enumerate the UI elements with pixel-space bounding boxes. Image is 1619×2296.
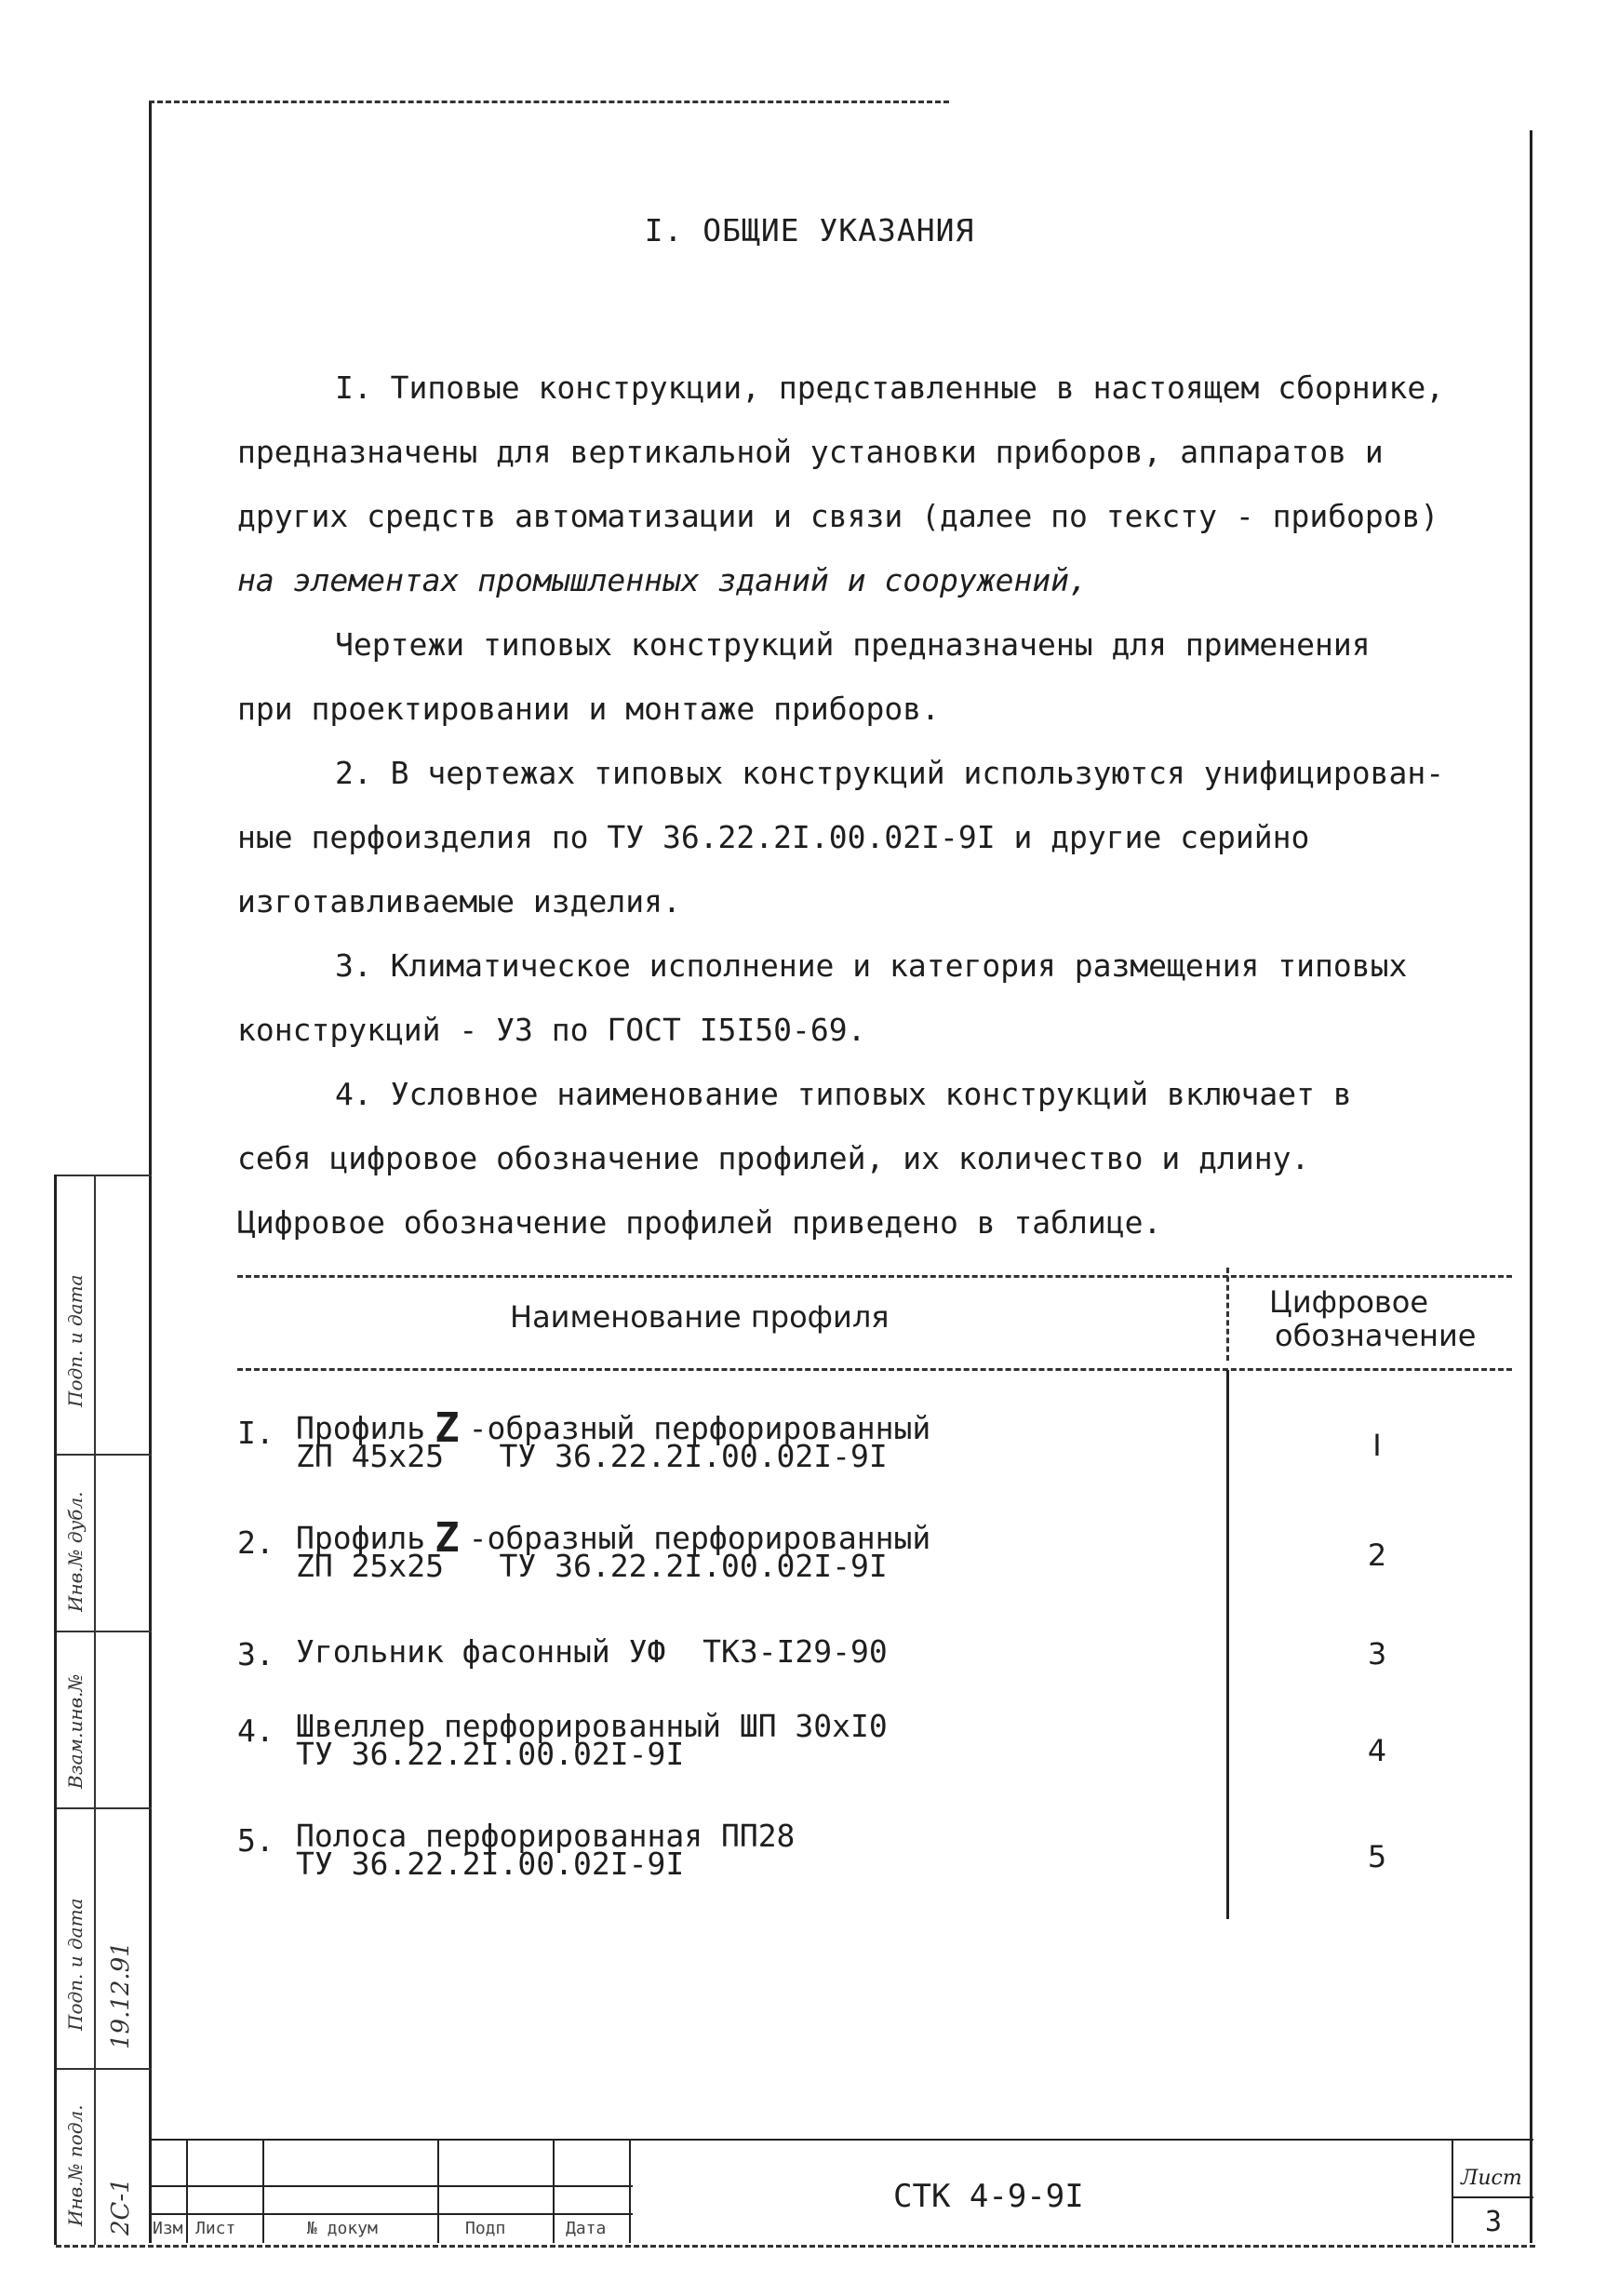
stamp-separator bbox=[57, 1631, 152, 1632]
paragraph-5-line-2: себя цифровое обозначение профилей, их количество и длину. bbox=[237, 1140, 1310, 1176]
row-code: I bbox=[1372, 1428, 1382, 1463]
row-name-line-2: ZП 25x25 ТУ 36.22.2I.00.02I-9I bbox=[296, 1548, 888, 1584]
stamp-label-replace-inv: Взам.инв.№ bbox=[64, 1673, 87, 1789]
row-number: 2. bbox=[237, 1524, 274, 1561]
label-doc-number: № докум bbox=[307, 2219, 378, 2238]
table-top-rule bbox=[237, 1275, 1512, 1278]
row-number: I. bbox=[237, 1415, 274, 1451]
paragraph-1-line-2: предназначены для вертикальной установки приборов, аппаратов и bbox=[237, 434, 1384, 470]
title-block-row-line bbox=[149, 2185, 633, 2187]
title-block-col-line bbox=[1452, 2139, 1453, 2243]
frame-top-line bbox=[149, 101, 949, 103]
paragraph-3-line-2: ные перфоизделия по ТУ 36.22.2I.00.02I-9I и другие серийно bbox=[237, 819, 1310, 855]
table-header-divider bbox=[1226, 1268, 1229, 1361]
title-block-col-line bbox=[262, 2139, 264, 2243]
header-profile-name: Наименование профиля bbox=[510, 1299, 890, 1335]
header-code-line-1: Цифровое bbox=[1269, 1284, 1429, 1320]
side-stamp bbox=[54, 1175, 152, 2245]
title-block-col-line bbox=[437, 2139, 439, 2243]
row-name-line-2: ТУ 36.22.2I.00.02I-9I bbox=[296, 1846, 685, 1882]
row-name-line-1: Угольник фасонный УФ ТКЗ-I29-90 bbox=[296, 1633, 888, 1670]
frame-bottom-line bbox=[56, 2245, 1535, 2248]
label-date: Дата bbox=[566, 2219, 607, 2238]
row-name-line-2: ZП 45x25 ТУ 36.22.2I.00.02I-9I bbox=[296, 1438, 888, 1474]
row-number: 3. bbox=[237, 1636, 274, 1672]
paragraph-1-line-3: других средств автоматизации и связи (далее по тексту - приборов) bbox=[237, 498, 1439, 534]
paragraph-1-line-1: I. Типовые конструкции, представленные в настоящем сборнике, bbox=[335, 369, 1445, 406]
paragraph-3-line-3: изготавливаемые изделия. bbox=[237, 883, 681, 920]
row-number: 4. bbox=[237, 1712, 274, 1749]
stamp-label-orig-inv: Инв.№ подл. bbox=[64, 2104, 87, 2226]
stamp-label-sign-date: Подп. и дата bbox=[64, 1274, 87, 1407]
paragraph-2-line-2: при проектировании и монтаже приборов. bbox=[237, 691, 940, 727]
z-profile-symbol: Z bbox=[435, 1404, 460, 1452]
row-name-prefix: Профиль bbox=[296, 1410, 426, 1446]
row-number: 5. bbox=[237, 1822, 274, 1859]
handwritten-inv-number: 2С-1 bbox=[107, 2178, 135, 2236]
paragraph-2-line-1: Чертежи типовых конструкций предназначены для применения bbox=[335, 626, 1371, 663]
row-name-line-1: Швеллер перфорированный ШП 30xI0 bbox=[296, 1708, 888, 1744]
table-header-rule bbox=[237, 1368, 1512, 1371]
page-title: I. ОБЩИЕ УКАЗАНИЯ bbox=[644, 212, 975, 248]
row-code: 3 bbox=[1367, 1636, 1387, 1672]
sheet-label: Лист bbox=[1461, 2167, 1522, 2190]
label-signature: Подп bbox=[465, 2219, 506, 2238]
row-name-suffix: -образный перфорированный bbox=[468, 1520, 931, 1556]
title-block-sheet-line bbox=[1452, 2196, 1533, 2198]
handwritten-date: 19.12.91 bbox=[107, 1941, 135, 2049]
row-code: 4 bbox=[1367, 1733, 1387, 1768]
title-block-row-line bbox=[149, 2213, 633, 2215]
paragraph-5-line-3: Цифровое обозначение профилей приведено в таблице. bbox=[237, 1204, 1162, 1241]
title-block-col-line bbox=[186, 2139, 188, 2243]
row-name-line-1: Полоса перфорированная ПП28 bbox=[296, 1818, 796, 1854]
stamp-separator bbox=[57, 2068, 152, 2070]
sheet-number: 3 bbox=[1485, 2206, 1503, 2238]
document-code: СТК 4-9-9I bbox=[893, 2178, 1084, 2215]
row-code: 5 bbox=[1367, 1839, 1387, 1874]
stamp-separator bbox=[57, 1454, 152, 1456]
row-code: 2 bbox=[1367, 1537, 1387, 1573]
stamp-separator bbox=[57, 1807, 152, 1809]
frame-right-line bbox=[1530, 130, 1532, 2243]
label-change: Изм bbox=[153, 2219, 183, 2238]
stamp-label-sign-date-2: Подп. и дата bbox=[64, 1898, 87, 2031]
stamp-label-dup-inv: Инв.№ дубл. bbox=[64, 1491, 87, 1612]
header-code-line-2: обозначение bbox=[1275, 1318, 1477, 1353]
stamp-separator bbox=[57, 1175, 152, 1176]
paragraph-1-line-4: на элементах промышленных зданий и сооружений, bbox=[237, 562, 1088, 598]
title-block-col-line bbox=[629, 2139, 631, 2243]
paragraph-3-line-1: 2. В чертежах типовых конструкций используются унифицирован- bbox=[335, 755, 1445, 791]
z-profile-symbol: Z bbox=[435, 1514, 460, 1562]
title-block-col-line bbox=[553, 2139, 555, 2243]
row-name-prefix: Профиль bbox=[296, 1520, 426, 1556]
label-sheet: Лист bbox=[195, 2219, 236, 2238]
paragraph-4-line-2: конструкций - УЗ по ГОСТ I5I50-69. bbox=[237, 1012, 866, 1048]
paragraph-5-line-1: 4. Условное наименование типовых конструкций включает в bbox=[335, 1076, 1352, 1112]
stamp-column-divider bbox=[94, 1175, 96, 2245]
table-column-divider bbox=[1226, 1370, 1229, 1919]
row-name-line-2: ТУ 36.22.2I.00.02I-9I bbox=[296, 1736, 685, 1772]
title-block-top-line bbox=[149, 2139, 1533, 2141]
paragraph-4-line-1: 3. Климатическое исполнение и категория размещения типовых bbox=[335, 947, 1408, 984]
row-name-suffix: -образный перфорированный bbox=[468, 1410, 931, 1446]
